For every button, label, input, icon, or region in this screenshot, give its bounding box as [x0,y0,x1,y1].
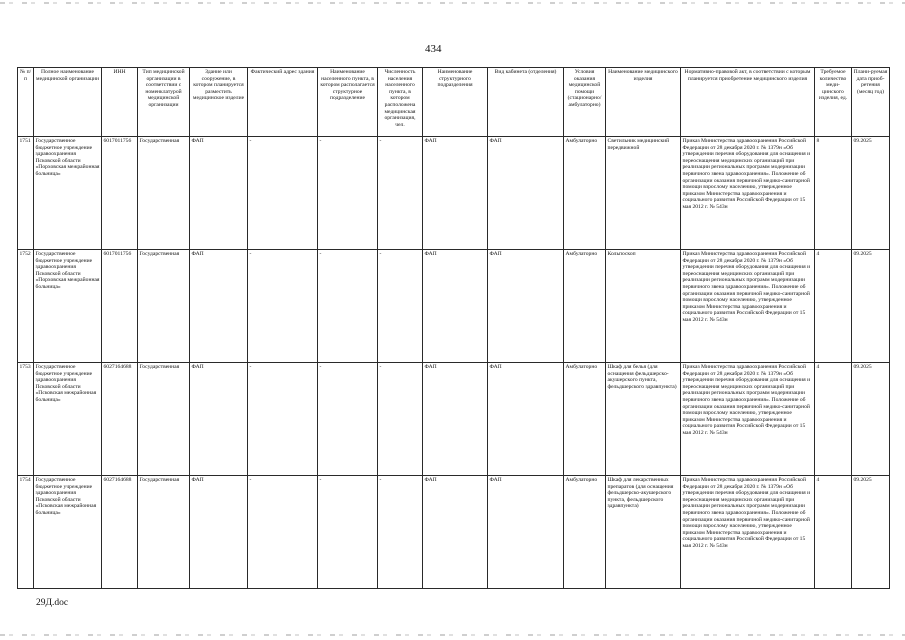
conditions-cell: Амбулаторно [564,363,606,476]
inn-cell: 6017011756 [102,137,138,250]
conditions-cell: Амбулаторно [564,476,606,589]
quantity-cell: 4 [815,250,852,363]
header-cell: Наименование структурного подразделения [423,68,488,137]
cabinet-cell: ФАП [488,137,564,250]
population-cell: - [378,476,423,589]
header-cell: № п/п [18,68,34,137]
organization-type: Государственная [138,363,190,476]
header-cell: Нормативно-правовой акт, в соответствии с которым планируется приобретение медицинского изделия [681,68,815,137]
legal-act: Приказ Министерства здравоохранения Российской Федерации от 28 декабря 2020 г. № 1379н «Об утверждении перечня оборудования для оснащения и переоснащения медицинских организаций при реализации региональных программ модернизации первичного звена здравоохранения». Положение об организации оказания первичной медико-санитарной помощи взрослому населению, утвержденное приказом Министерства здравоохранения и социального развития Российской Федерации от 15 мая 2012 г. № 543н [681,137,815,250]
table-row [18,476,890,589]
population-cell: - [378,363,423,476]
address-cell: - [248,250,318,363]
header-cell: Условия оказания медицинской помощи (стационарно/ амбулаторно) [564,68,606,137]
table-header-row [18,68,890,137]
table-row [18,363,890,476]
header-cell: Здание или сооружение, в котором планируется разместить медицинское изделие [190,68,248,137]
address-cell: - [248,137,318,250]
settlement-cell: - [318,476,378,589]
equipment-register-table [17,67,890,589]
organization-type: Государственная [138,250,190,363]
population-cell: - [378,250,423,363]
unit-cell: ФАП [423,363,488,476]
population-cell: - [378,137,423,250]
header-cell: Полное наименование медицинской организации [34,68,102,137]
header-cell: Вид кабинета (отделения) [488,68,564,137]
address-cell: - [248,476,318,589]
settlement-cell: - [318,250,378,363]
cabinet-cell: ФАП [488,250,564,363]
building-cell: ФАП [190,250,248,363]
scan-artifact-top [0,2,905,4]
header-cell: Фактический адрес здания [248,68,318,137]
row-number: 1753 [18,363,34,476]
cabinet-cell: ФАП [488,476,564,589]
organization-name: Государственное бюджетное учреждение здравоохранения Псковской области «Псковская межрайонная больница» [34,363,102,476]
scan-artifact-bottom [0,634,905,636]
device-name: Шкаф для белья (для оснащения фельдшерско-акушерского пункта, фельдшерского здравпункта) [606,363,681,476]
legal-act: Приказ Министерства здравоохранения Российской Федерации от 28 декабря 2020 г. № 1379н «Об утверждении перечня оборудования для оснащения и переоснащения медицинских организаций при реализации региональных программ модернизации первичного звена здравоохранения». Положение об организации оказания первичной медико-санитарной помощи взрослому населению, утвержденное приказом Министерства здравоохранения и социального развития Российской Федерации от 15 мая 2012 г. № 543н [681,363,815,476]
table-row [18,250,890,363]
organization-name: Государственное бюджетное учреждение здравоохранения Псковской области «Псковская межрайонная больница» [34,476,102,589]
header-cell: Наименование населенного пункта, в котором располагается структурное подразделение [318,68,378,137]
row-number: 1754 [18,476,34,589]
quantity-cell: 8 [815,137,852,250]
document-filename: 29Д.doc [36,598,69,608]
inn-cell: 6027164688 [102,363,138,476]
unit-cell: ФАП [423,476,488,589]
unit-cell: ФАП [423,137,488,250]
legal-act: Приказ Министерства здравоохранения Российской Федерации от 28 декабря 2020 г. № 1379н «Об утверждении перечня оборудования для оснащения и переоснащения медицинских организаций при реализации региональных программ модернизации первичного звена здравоохранения». Положение об организации оказания первичной медико-санитарной помощи взрослому населению, утвержденное приказом Министерства здравоохранения и социального развития Российской Федерации от 15 мая 2012 г. № 543н [681,250,815,363]
organization-name: Государственное бюджетное учреждение здравоохранения Псковской области «Порховская межрайонная больница» [34,137,102,250]
building-cell: ФАП [190,363,248,476]
inn-cell: 6017011756 [102,250,138,363]
device-name: Светильник медицинский передвижной [606,137,681,250]
header-cell: Плани-руемая дата приоб-ретения (месяц год) [852,68,890,137]
row-number: 1751 [18,137,34,250]
quantity-cell: 4 [815,363,852,476]
organization-name: Государственное бюджетное учреждение здравоохранения Псковской области «Порховская межрайонная больница» [34,250,102,363]
header-cell: Требуемое количество меди-цинского изделия, ед. [815,68,852,137]
purchase-date-cell: 09.2025 [852,137,890,250]
header-cell: Тип медицинской организации в соответствии с номенклатурой медицинской организации [138,68,190,137]
row-number: 1752 [18,250,34,363]
conditions-cell: Амбулаторно [564,250,606,363]
building-cell: ФАП [190,476,248,589]
page-number: 434 [425,43,442,55]
settlement-cell: - [318,363,378,476]
organization-type: Государственная [138,476,190,589]
purchase-date-cell: 09.2025 [852,363,890,476]
legal-act: Приказ Министерства здравоохранения Российской Федерации от 28 декабря 2020 г. № 1379н «Об утверждении перечня оборудования для оснащения и переоснащения медицинских организаций при реализации региональных программ модернизации первичного звена здравоохранения». Положение об организации оказания первичной медико-санитарной помощи взрослому населению, утвержденное приказом Министерства здравоохранения и социального развития Российской Федерации от 15 мая 2012 г. № 543н [681,476,815,589]
device-name: Шкаф для лекарственных препаратов (для оснащения фельдшерско-акушерского пункта, фельдшерского здравпункта) [606,476,681,589]
quantity-cell: 4 [815,476,852,589]
building-cell: ФАП [190,137,248,250]
conditions-cell: Амбулаторно [564,137,606,250]
header-cell: ИНН [102,68,138,137]
header-cell: Численность населения населенного пункта, в котором расположена медицинская организация, чел. [378,68,423,137]
purchase-date-cell: 09.2025 [852,476,890,589]
settlement-cell: - [318,137,378,250]
unit-cell: ФАП [423,250,488,363]
table-row [18,137,890,250]
device-name: Кольпоскоп [606,250,681,363]
inn-cell: 6027164688 [102,476,138,589]
address-cell: - [248,363,318,476]
cabinet-cell: ФАП [488,363,564,476]
purchase-date-cell: 09.2025 [852,250,890,363]
organization-type: Государственная [138,137,190,250]
header-cell: Наименование медицинского изделия [606,68,681,137]
